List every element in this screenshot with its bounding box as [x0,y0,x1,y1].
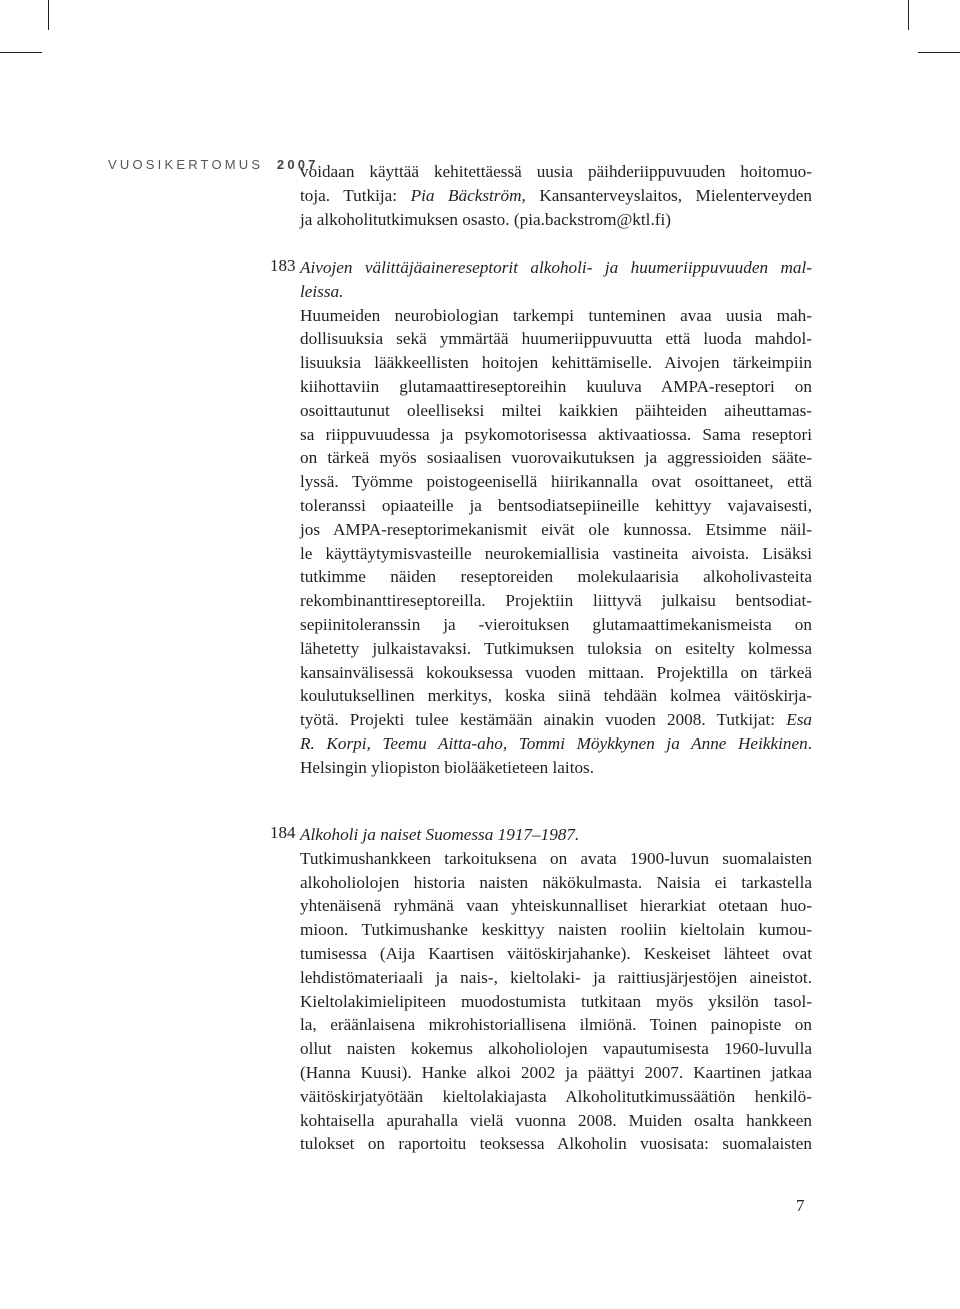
body-line: le käyttäytymisvasteille neurokemiallisia vastineita aivoista. Lisäksi [300,543,812,563]
body-line: väitöskirjatyötään kieltolakiajasta Alkoholitutkimussäätiön henkilö- [300,1086,812,1106]
body-line: mioon. Tutkimushanke keskittyy naisten rooliin kieltolain kumou- [300,920,812,940]
body-line: lähetetty julkaistavaksi. Tutkimuksen tuloksia on esitelty kolmessa [300,638,812,658]
running-head-year: 2007 [276,157,319,172]
body-line: yhtenäisenä ryhmänä vaan yhteiskunnalliset hierarkiat otetaan huo- [300,896,812,916]
crop-mark [918,52,960,53]
intro-line [300,184,812,208]
researcher-names: R. Korpi, Teemu Aitta-aho, Tommi Möykkynen ja Anne Heikkinen [300,733,808,753]
crop-mark [908,0,909,30]
item-title-line: Aivojen välittäjäainereseptorit alkoholi- ja huumeriippuvuuden mal- [300,258,812,277]
body-line: kiihottaviin glutamaattireseptoreihin kuuluva AMPA-reseptori on [300,376,812,396]
body-line: lehdistömateriaali ja nais-, kieltolaki- ja raittiusjärjestöjen aineistot. [300,967,812,987]
body-line: koulutuksellinen merkitys, koska siinä tehdään kolmea väitöskirja- [300,686,812,706]
item-body [300,847,812,1156]
item-183 [270,256,812,780]
body-line: Tutkimushankkeen tarkoituksena on avata 1900-luvun suomalaisten [300,848,812,868]
researchers-line [300,732,812,756]
body-line: lisuuksia lääkkeellisten hoitojen kehittämiselle. Aivojen tärkeimpiin [300,353,812,373]
item-184 [270,823,812,1156]
item-number: 184 [270,823,296,842]
intro-paragraph [300,160,812,231]
body-line: la, eräänlaisena mikrohistoriallisena ilmiönä. Toinen painopiste on [300,1015,812,1035]
body-line: sepiinitoleranssin ja -vieroituksen glutamaattimekanismeista on [300,614,812,634]
body-line [300,708,812,732]
body-line: tutkimme näiden reseptoreiden molekulaarisia alkoholivasteita [300,567,812,587]
intro-text: , Kansanterveyslaitos, Mielenterveyden [521,185,812,205]
intro-line: voidaan käyttää kehitettäessä uusia päihderiippuvuuden hoitomuo- [300,162,812,181]
body-line: osoittautunut oleelliseksi miltei kaikkien päihteiden aiheuttamas- [300,400,812,420]
item-body [300,304,812,780]
body-line: ollut naisten kokemus alkoholiolojen vapautumisesta 1960-luvulla [300,1039,812,1059]
crop-mark [48,0,49,30]
body-line: kansainvälisessä kokouksessa vuoden mittaan. Projektilla on tärkeä [300,662,812,682]
body-line: tumisessa (Aija Kaartisen väitöskirjahanke). Keskeiset lähteet ovat [300,943,812,963]
body-line: sa riippuvuudessa ja psykomotorisessa aktivaatiossa. Sama reseptori [300,424,812,444]
intro-text: toja. Tutkija: [300,185,411,205]
body-line: lyssä. Työmme poistogeenisellä hiirikannalla ovat osoittaneet, että [300,472,812,492]
body-line: kohtaisella apurahalla vielä vuonna 2008. Muiden osalta hankkeen [300,1110,812,1130]
item-title-line: leissa. [300,281,344,301]
running-head-label: VUOSIKERTOMUS [108,157,264,172]
item-number: 183 [270,256,296,275]
body-line: dollisuuksia sekä ymmärtää huumeriippuvuutta että luoda mahdol- [300,329,812,349]
body-text: työtä. Projekti tulee kestämään ainakin vuoden 2008. Tutkijat: [300,710,787,730]
affiliation-line: Helsingin yliopiston biolääketieteen laitos. [300,757,595,777]
body-line: jos AMPA-reseptorimekanismit eivät ole kunnossa. Etsimme näil- [300,519,812,539]
running-head [108,157,319,172]
item-title: Alkoholi ja naiset Suomessa 1917–1987. [300,825,580,844]
body-line: (Hanna Kuusi). Hanke alkoi 2002 ja päättyi 2007. Kaartinen jatkaa [300,1062,812,1082]
body-line: toleranssi opiaateille ja bentsodiatsepiineille kehittyy vajavaisesti, [300,495,812,515]
intro-line: ja alkoholitutkimuksen osasto. (pia.backstrom@ktl.fi) [300,209,671,229]
item-title [300,256,812,304]
researcher-name: Pia Bäckström [410,185,522,205]
researcher-names: Esa [786,710,812,730]
body-line: Huumeiden neurobiologian tarkempi tunteminen avaa uusia mah- [300,305,812,325]
body-line: Kieltolakimielipiteen muodostumista tutkitaan myös yksilön tasol- [300,991,812,1011]
body-line: rekombinanttireseptoreilla. Projektiin liittyvä julkaisu bentsodiat- [300,591,812,611]
body-line: tulokset on raportoitu teoksessa Alkoholin vuosisata: suomalaisten [300,1134,812,1154]
page-number: 7 [796,1196,805,1215]
crop-mark [0,52,42,53]
body-line: on tärkeä myös sosiaalisen vuorovaikutuksen ja aggressioiden sääte- [300,448,812,468]
body-line: alkoholiolojen historia naisten näkökulmasta. Naisia ei tarkastella [300,872,812,892]
body-text: . [807,733,812,753]
